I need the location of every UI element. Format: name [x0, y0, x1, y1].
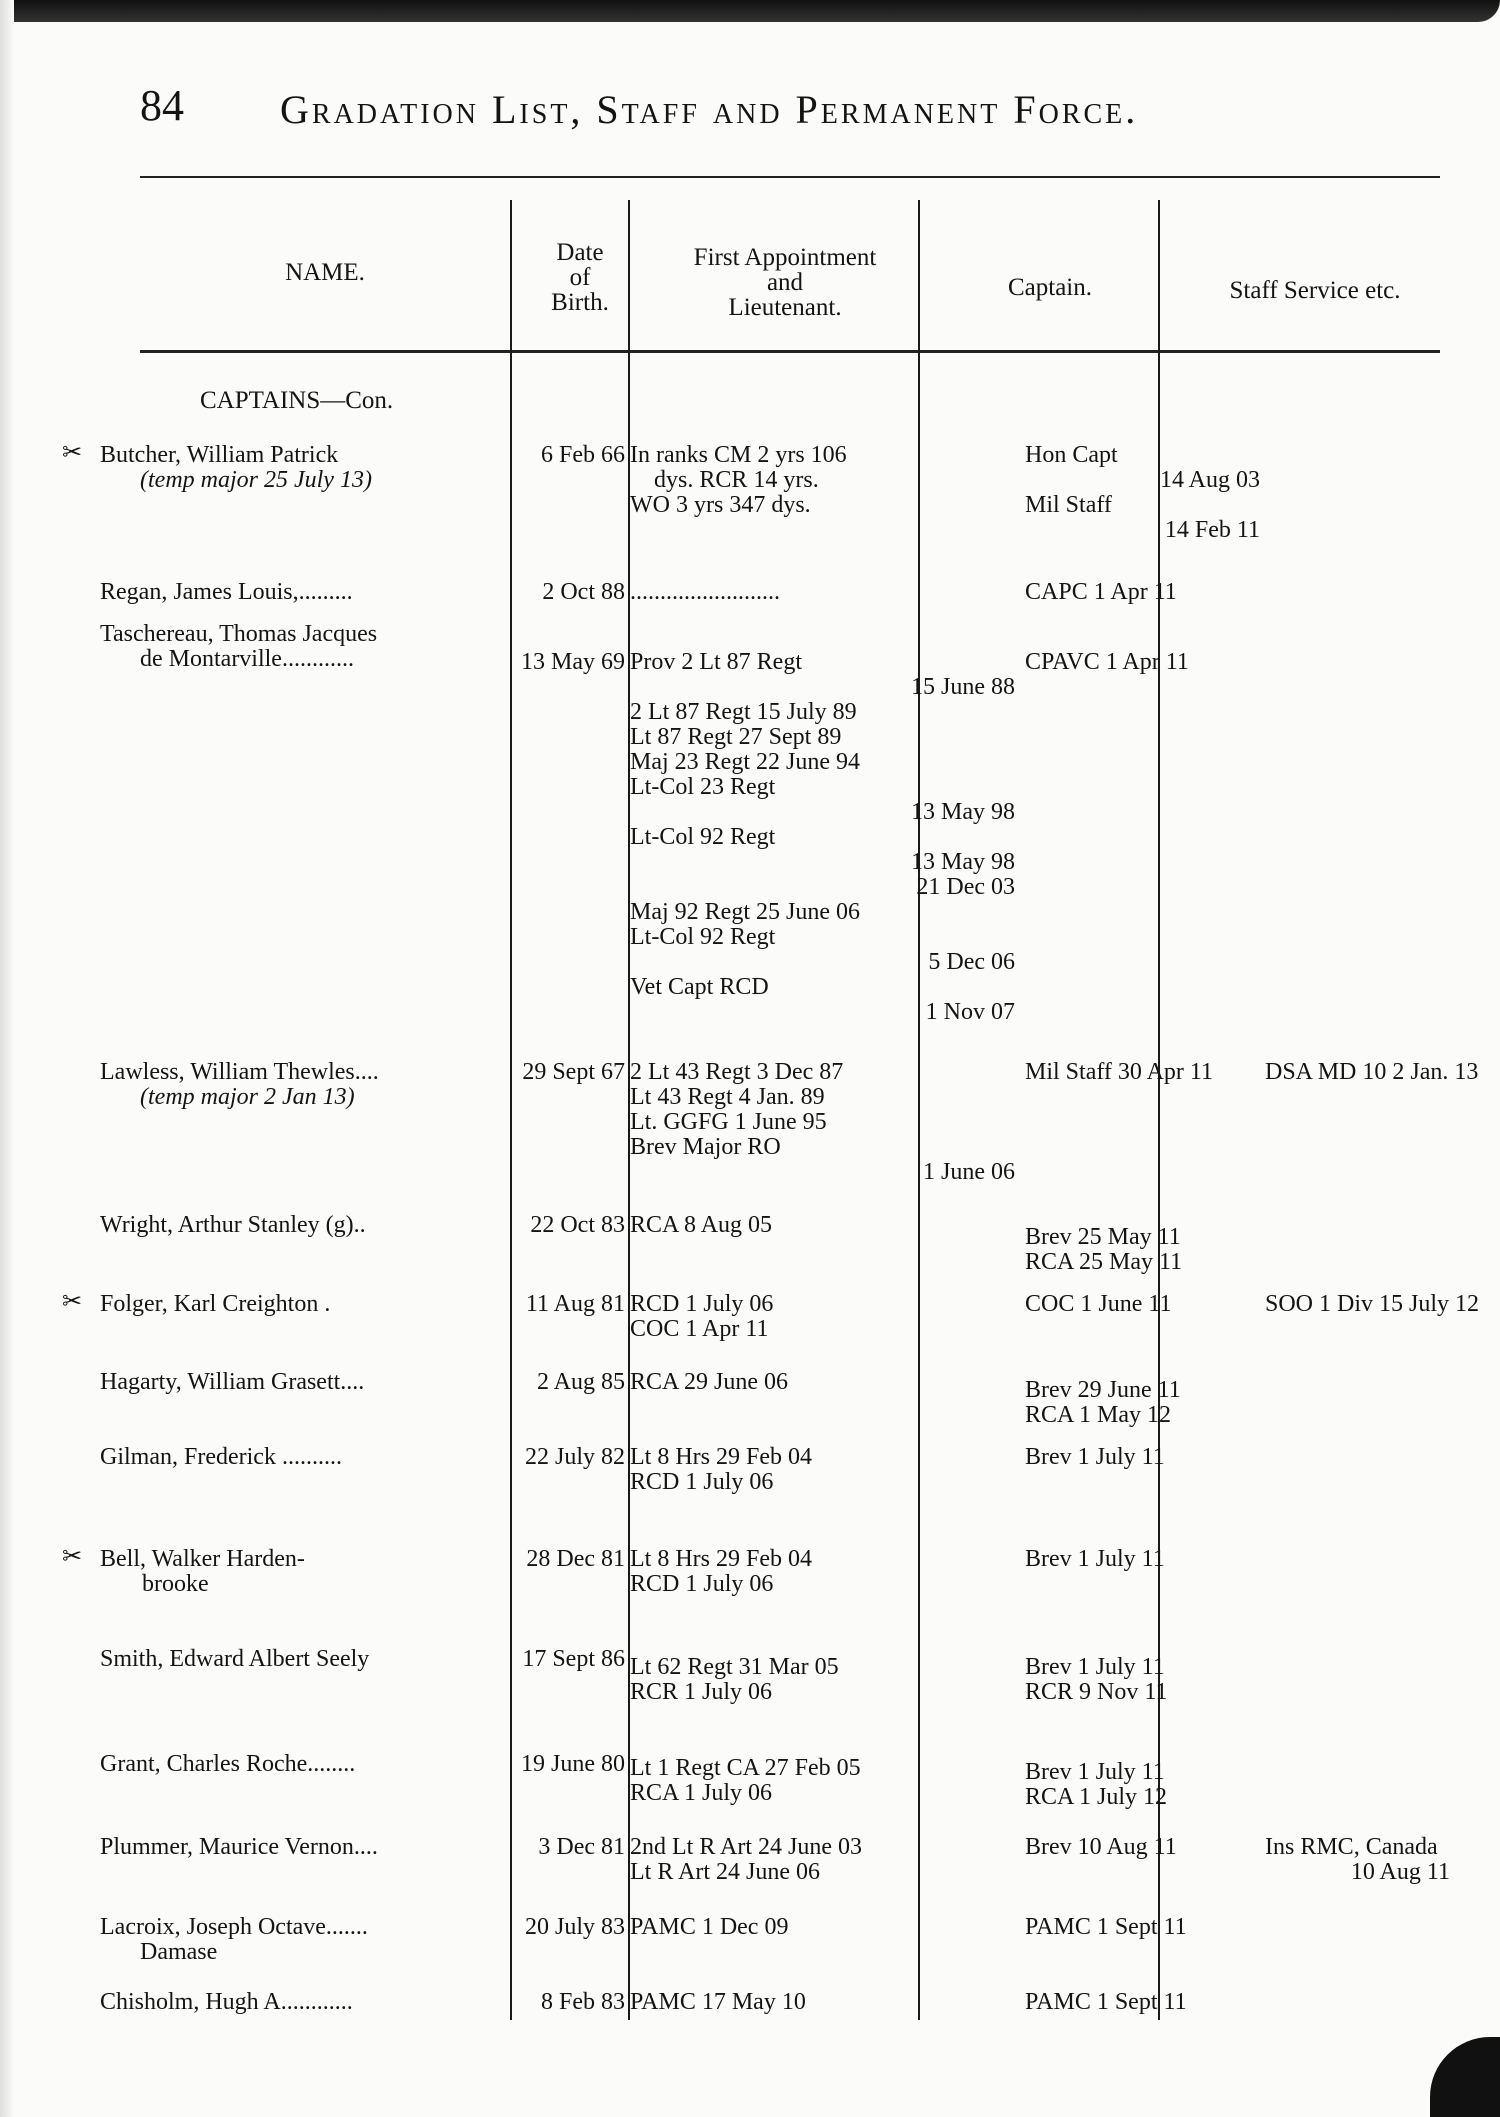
dob-cell: 2 Aug 85: [536, 1369, 625, 1395]
appointment-cell: [630, 1213, 1015, 1238]
captain-line: Mil Staff: [1025, 492, 1112, 518]
captain-cell: [1025, 650, 1260, 675]
staff-line: 10 Aug 11: [1350, 1859, 1450, 1885]
appointment-line: RCA 8 Aug 05: [630, 1212, 773, 1238]
captain-cell: [1025, 1292, 1260, 1317]
dob-cell: 28 Dec 81: [526, 1546, 625, 1572]
captain-cell: [1025, 1225, 1260, 1275]
captain-line: Brev 1 July 11: [1025, 1444, 1165, 1470]
dob-header-line: Birth.: [551, 289, 609, 316]
page-corner-shadow: [1430, 2037, 1500, 2117]
table-row: [100, 1212, 1450, 1275]
table-row: [100, 1915, 1450, 1970]
name-line: Folger, Karl Creighton .: [100, 1291, 331, 1317]
captain-cell: [1025, 443, 1260, 543]
captain-line: PAMC 1 Sept 11: [1025, 1989, 1187, 2015]
appointment-line: Lt-Col 92 Regt: [630, 824, 776, 850]
name-cell: [100, 1990, 500, 2015]
name-cell: [100, 1647, 500, 1672]
captain-cell: [1025, 1990, 1260, 2015]
header-bottom-rule: [140, 350, 1440, 353]
captain-line: Brev 1 July 11: [1025, 1759, 1165, 1785]
appointment-header-line: and: [766, 269, 804, 296]
appointment-line: RCD 1 July 06: [630, 1291, 774, 1317]
dob-cell: 20 July 83: [524, 1914, 625, 1940]
appointment-line: Lt 62 Regt 31 Mar 05: [630, 1654, 839, 1680]
table-row: [100, 1059, 1479, 1185]
appointment-line: 2 Lt 43 Regt 3 Dec 87: [630, 1059, 844, 1085]
column-header-staff: Staff Service etc.: [1229, 277, 1401, 304]
captain-cell: [1025, 1655, 1260, 1705]
appointment-cell: [630, 1835, 1015, 1885]
staff-line: SOO 1 Div 15 July 12: [1265, 1291, 1480, 1317]
appointment-cell: [630, 1655, 1015, 1705]
captain-cell: [1025, 1760, 1260, 1810]
name-line: Butcher, William Patrick: [100, 442, 339, 468]
appointment-cell: [630, 1756, 1015, 1806]
appointment-line: Lt 8 Hrs 29 Feb 04: [630, 1444, 812, 1470]
name-note: (temp major 25 July 13): [140, 467, 372, 493]
appointment-line: In ranks CM 2 yrs 106: [630, 442, 847, 468]
dob-cell: 17 Sept 86: [522, 1646, 625, 1672]
appointment-line: Lt 1 Regt CA 27 Feb 05: [630, 1755, 861, 1781]
appointment-line: Prov 2 Lt 87 Regt: [630, 649, 802, 675]
appointment-cell: [630, 580, 1015, 605]
dob-cell: 8 Feb 83: [541, 1989, 625, 2015]
captain-line: 14 Feb 11: [1164, 517, 1260, 543]
appointment-cell: [630, 650, 1015, 1025]
table-row: [100, 1445, 1450, 1500]
appointment-line: Vet Capt RCD: [630, 974, 769, 1000]
name-line: Smith, Edward Albert Seely: [100, 1646, 370, 1672]
name-line: Hagarty, William Grasett....: [100, 1369, 365, 1395]
captain-cell: [1025, 1835, 1260, 1860]
captain-line: Brev 25 May 11: [1025, 1224, 1181, 1250]
captain-cell: [1025, 1060, 1260, 1085]
staff-line: DSA MD 10 2 Jan. 13: [1265, 1059, 1479, 1085]
scissors-icon: ✂: [62, 1289, 83, 1315]
appointment-line: WO 3 yrs 347 dys.: [630, 492, 811, 518]
name-line: Chisholm, Hugh A............: [100, 1989, 353, 2015]
name-cell: [100, 1445, 500, 1470]
appointment-line: RCA 29 June 06: [630, 1369, 789, 1395]
captain-line: Brev 1 July 11: [1025, 1546, 1165, 1572]
table-row: [100, 1835, 1450, 1890]
captain-line: 14 Aug 03: [1159, 467, 1260, 493]
name-cell: [100, 1292, 500, 1317]
name-line: de Montarville............: [140, 646, 354, 672]
appointment-line: 21 Dec 03: [916, 874, 1015, 900]
captain-cell: [1025, 1445, 1260, 1470]
appointment-line: Brev Major RO: [630, 1134, 781, 1160]
appointment-line: 5 Dec 06: [928, 949, 1015, 975]
page-gutter: [0, 0, 14, 2117]
staff-cell: [1265, 1059, 1479, 1085]
table-row: [100, 1751, 1450, 1810]
appointment-line: Lt-Col 23 Regt: [630, 774, 776, 800]
column-header-name: NAME.: [285, 259, 365, 286]
captain-line: CAPC 1 Apr 11: [1025, 579, 1177, 605]
page-number: 84: [140, 81, 184, 130]
name-line: Wright, Arthur Stanley (g)..: [100, 1212, 366, 1238]
dob-cell: 22 Oct 83: [530, 1212, 625, 1238]
name-cell: [100, 580, 500, 605]
column-header-appointment: [650, 245, 920, 320]
name-line: Lawless, William Thewles....: [100, 1059, 379, 1085]
captain-cell: [1025, 1378, 1260, 1428]
appointment-header-line: First Appointment: [693, 244, 877, 271]
dob-cell: 3 Dec 81: [538, 1834, 625, 1860]
name-cell: [100, 622, 500, 672]
appointment-cell: [630, 1915, 1015, 1940]
name-line: Taschereau, Thomas Jacques: [100, 621, 378, 647]
name-cell: [100, 1915, 500, 1965]
name-line: Bell, Walker Harden-: [100, 1546, 305, 1572]
captain-line: RCR 9 Nov 11: [1025, 1679, 1168, 1705]
appointment-line: Lt 8 Hrs 29 Feb 04: [630, 1546, 812, 1572]
staff-cell: [1265, 1291, 1480, 1317]
name-cell: [100, 1835, 500, 1860]
captain-line: Brev 29 June 11: [1025, 1377, 1181, 1403]
captain-cell: [1025, 1547, 1260, 1572]
name-cell: [100, 1752, 500, 1777]
name-line: Lacroix, Joseph Octave.......: [100, 1914, 368, 1940]
name-line: Grant, Charles Roche........: [100, 1751, 356, 1777]
dob-cell: 22 July 82: [524, 1444, 625, 1470]
appointment-line: COC 1 Apr 11: [630, 1316, 769, 1342]
captain-line: Hon Capt: [1025, 442, 1118, 468]
staff-line: Ins RMC, Canada: [1265, 1834, 1438, 1860]
appointment-line: PAMC 1 Dec 09: [630, 1914, 789, 1940]
page-edge-shadow: [0, 0, 1500, 22]
name-line: Plummer, Maurice Vernon....: [100, 1834, 378, 1860]
captain-line: RCA 1 July 12: [1025, 1784, 1168, 1810]
name-cell: [100, 1547, 500, 1597]
captain-line: PAMC 1 Sept 11: [1025, 1914, 1187, 1940]
table-row: [100, 1369, 1450, 1428]
name-line: Damase: [140, 1939, 218, 1965]
appointment-line: dys. RCR 14 yrs.: [654, 467, 819, 493]
dob-cell: 13 May 69: [521, 649, 625, 675]
appointment-line: 2 Lt 87 Regt 15 July 89: [630, 699, 857, 725]
appointment-line: .........................: [630, 579, 780, 605]
name-line: Gilman, Frederick ..........: [100, 1444, 342, 1470]
appointment-line: 1 June 06: [923, 1159, 1015, 1185]
table-row: [100, 1990, 1450, 2020]
captain-line: RCA 25 May 11: [1025, 1249, 1183, 1275]
appointment-line: 13 May 98: [911, 849, 1015, 875]
name-cell: [100, 1060, 500, 1110]
dob-cell: 19 June 80: [521, 1751, 625, 1777]
appointment-line: Lt R Art 24 June 06: [630, 1859, 820, 1885]
captain-cell: [1025, 580, 1260, 605]
appointment-header-line: Lieutenant.: [728, 294, 842, 321]
appointment-line: Lt 87 Regt 27 Sept 89: [630, 724, 842, 750]
appointment-line: Lt 43 Regt 4 Jan. 89: [630, 1084, 825, 1110]
appointment-cell: [630, 1292, 1015, 1342]
name-cell: [100, 1213, 500, 1238]
dob-cell: 29 Sept 67: [522, 1059, 625, 1085]
appointment-line: 15 June 88: [911, 674, 1015, 700]
name-line: brooke: [142, 1571, 209, 1597]
table-row: [100, 1646, 1450, 1705]
dob-cell: 11 Aug 81: [525, 1291, 625, 1317]
scissors-icon: ✂: [62, 1544, 83, 1570]
table-row: [62, 1544, 1450, 1602]
name-line: Regan, James Louis,.........: [100, 579, 353, 605]
captain-line: Brev 1 July 11: [1025, 1654, 1165, 1680]
table-row: [100, 622, 1450, 1042]
captain-line: Brev 10 Aug 11: [1025, 1834, 1177, 1860]
page-title: Gradation List, Staff and Permanent Force.: [280, 87, 1139, 132]
appointment-line: RCR 1 July 06: [630, 1679, 773, 1705]
appointment-line: Maj 23 Regt 22 June 94: [630, 749, 860, 775]
appointment-line: 2nd Lt R Art 24 June 03: [630, 1834, 862, 1860]
appointment-cell: [630, 1990, 1015, 2015]
appointment-line: RCA 1 July 06: [630, 1780, 773, 1806]
dob-cell: 2 Oct 88: [542, 579, 625, 605]
captain-line: RCA 1 May 12: [1025, 1402, 1172, 1428]
appointment-cell: [630, 1370, 1015, 1395]
appointment-line: RCD 1 July 06: [630, 1469, 774, 1495]
dob-header-line: of: [569, 264, 591, 291]
header-top-rule: [140, 176, 1440, 178]
appointment-cell: [630, 1547, 1015, 1597]
dob-cell: 6 Feb 66: [541, 442, 625, 468]
appointment-cell: [630, 1445, 1015, 1495]
appointment-line: RCD 1 July 06: [630, 1571, 774, 1597]
table-row: [62, 1289, 1480, 1347]
appointment-line: PAMC 17 May 10: [630, 1989, 806, 2015]
appointment-line: 13 May 98: [911, 799, 1015, 825]
captain-line: Mil Staff 30 Apr 11: [1025, 1059, 1214, 1085]
appointment-line: 1 Nov 07: [925, 999, 1015, 1025]
scissors-icon: ✂: [62, 440, 83, 466]
table-row: [100, 580, 1450, 610]
column-header-captain: Captain.: [1007, 274, 1092, 301]
dob-header-line: Date: [556, 239, 604, 266]
name-note: (temp major 2 Jan 13): [140, 1084, 355, 1110]
appointment-line: Maj 92 Regt 25 June 06: [630, 899, 860, 925]
appointment-line: Lt. GGFG 1 June 95: [630, 1109, 827, 1135]
captain-line: CPAVC 1 Apr 11: [1025, 649, 1189, 675]
appointment-cell: [630, 443, 1015, 518]
appointment-cell: [630, 1060, 1015, 1185]
staff-cell: [1265, 1835, 1450, 1885]
section-heading: CAPTAINS—Con.: [200, 387, 394, 414]
captain-line: COC 1 June 11: [1025, 1291, 1172, 1317]
table-row: [62, 440, 1450, 553]
captain-cell: [1025, 1915, 1260, 1940]
name-cell: [100, 1370, 500, 1395]
name-cell: [100, 443, 500, 493]
appointment-line: Lt-Col 92 Regt: [630, 924, 776, 950]
